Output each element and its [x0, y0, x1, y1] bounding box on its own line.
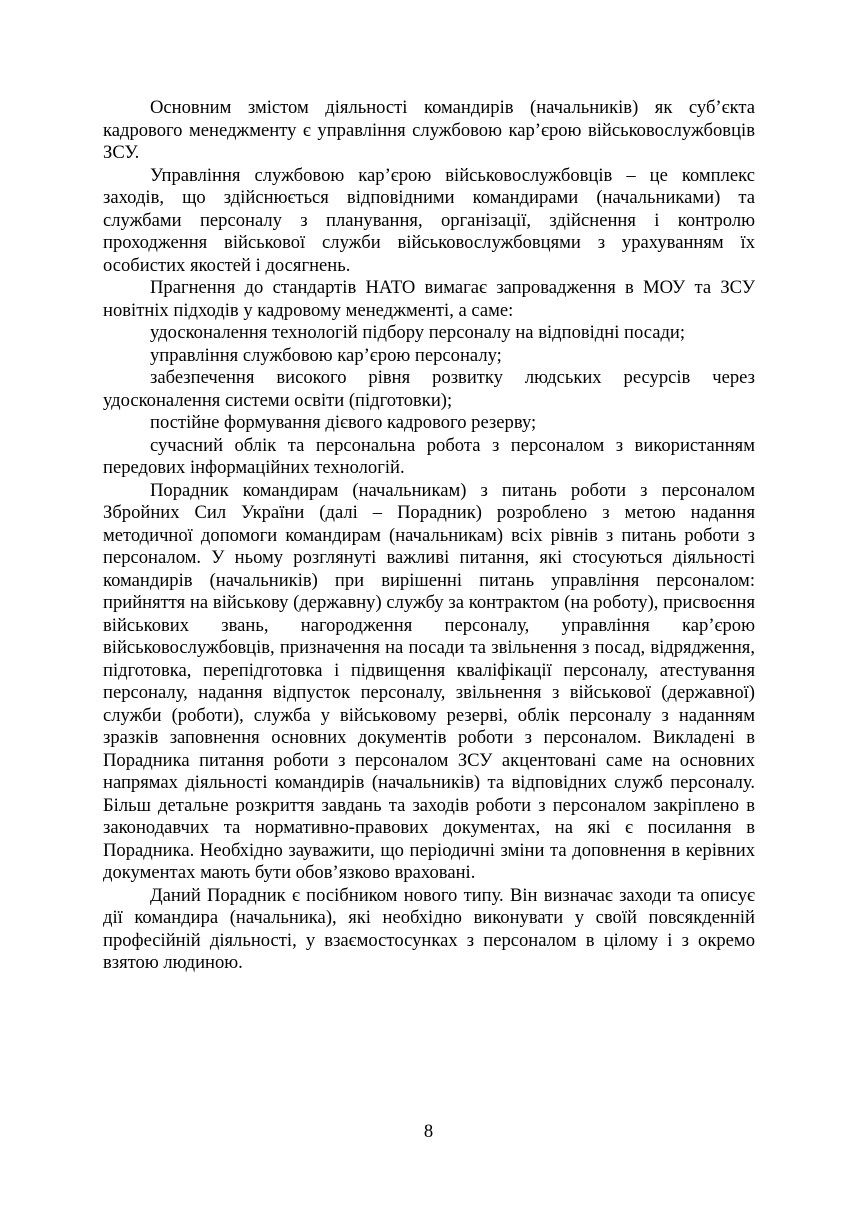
list-item-human-resources: забезпечення високого рівня розвитку людських ресурсів через удосконалення системи освіти (підготовки);: [103, 367, 755, 411]
page-body: [103, 97, 755, 975]
paragraph-nato-standards: Прагнення до стандартів НАТО вимагає запровадження в МОУ та ЗСУ новітніх підходів у кадровому менеджменті, а саме:: [103, 277, 755, 321]
list-item-personnel-reserve: постійне формування дієвого кадрового резерву;: [150, 412, 537, 433]
list-item-modern-accounting: сучасний облік та персональна робота з персоналом з використанням передових інформаційних технологій.: [103, 434, 755, 478]
paragraph-guide-description: Порадник командирам (начальникам) з питань роботи з персоналом Збройних Сил України (далі – Порадник) розроблено з метою надання методичної допомоги командирам (начальникам) всіх рівнів з питань роботи з персоналом. У ньому розглянуті важливі питання, які стосуються діяльності командирів (начальників) при вирішенні питань управління персоналом: прийняття на військову (державну) службу за контрактом (на роботу), присвоєння військових звань, нагородження персоналу, управління кар’єрою військовослужбовців, призначення на посади та звільнення з посад, відрядження, підготовка, перепідготовка і підвищення кваліфікації персоналу, атестування персоналу, надання відпусток персоналу, звільнення з військової (державної) служби (роботи), служба у військовому резерві, облік персоналу з наданням зразків заповнення основних документів роботи з персоналом. Викладені в Порадника питання роботи з персоналом ЗСУ акцентовані саме на основних напрямах діяльності командирів (начальників) та відповідних служб персоналу. Більш детальне розкриття завдань та заходів роботи з персоналом закріплено в законодавчих та нормативно-правових документах, на які є посилання в Порадника. Необхідно зауважити, що періодичні зміни та доповнення в керівних документах мають бути обов’язково враховані.: [103, 479, 755, 883]
list-item-personnel-selection: удосконалення технологій підбору персоналу на відповідні посади;: [150, 322, 686, 343]
page-number: 8: [423, 1121, 434, 1142]
paragraph-career-management-definition: Управління службовою кар’єрою військовослужбовців – це комплекс заходів, що здійснюється відповідними командирами (начальниками) та службами персоналу з планування, організації, здійснення і контролю проходження військової служби військовослужбовцями з урахуванням їх особистих якостей і досягнень.: [103, 164, 755, 276]
paragraph-subject-of-management: Основним змістом діяльності командирів (начальників) як суб’єкта кадрового менеджменту є управління службовою кар’єрою військовослужбовців ЗСУ.: [103, 97, 755, 163]
list-item-career-management: управління службовою кар’єрою персоналу;: [150, 344, 502, 366]
paragraph-guide-new-type: Даний Порадник є посібником нового типу. Він визначає заходи та описує дії командира (начальника), які необхідно виконувати у своїй повсякденній професійній діяльності, у взаємостосунках з персоналом в цілому і з окремо взятою людиною.: [103, 884, 755, 973]
